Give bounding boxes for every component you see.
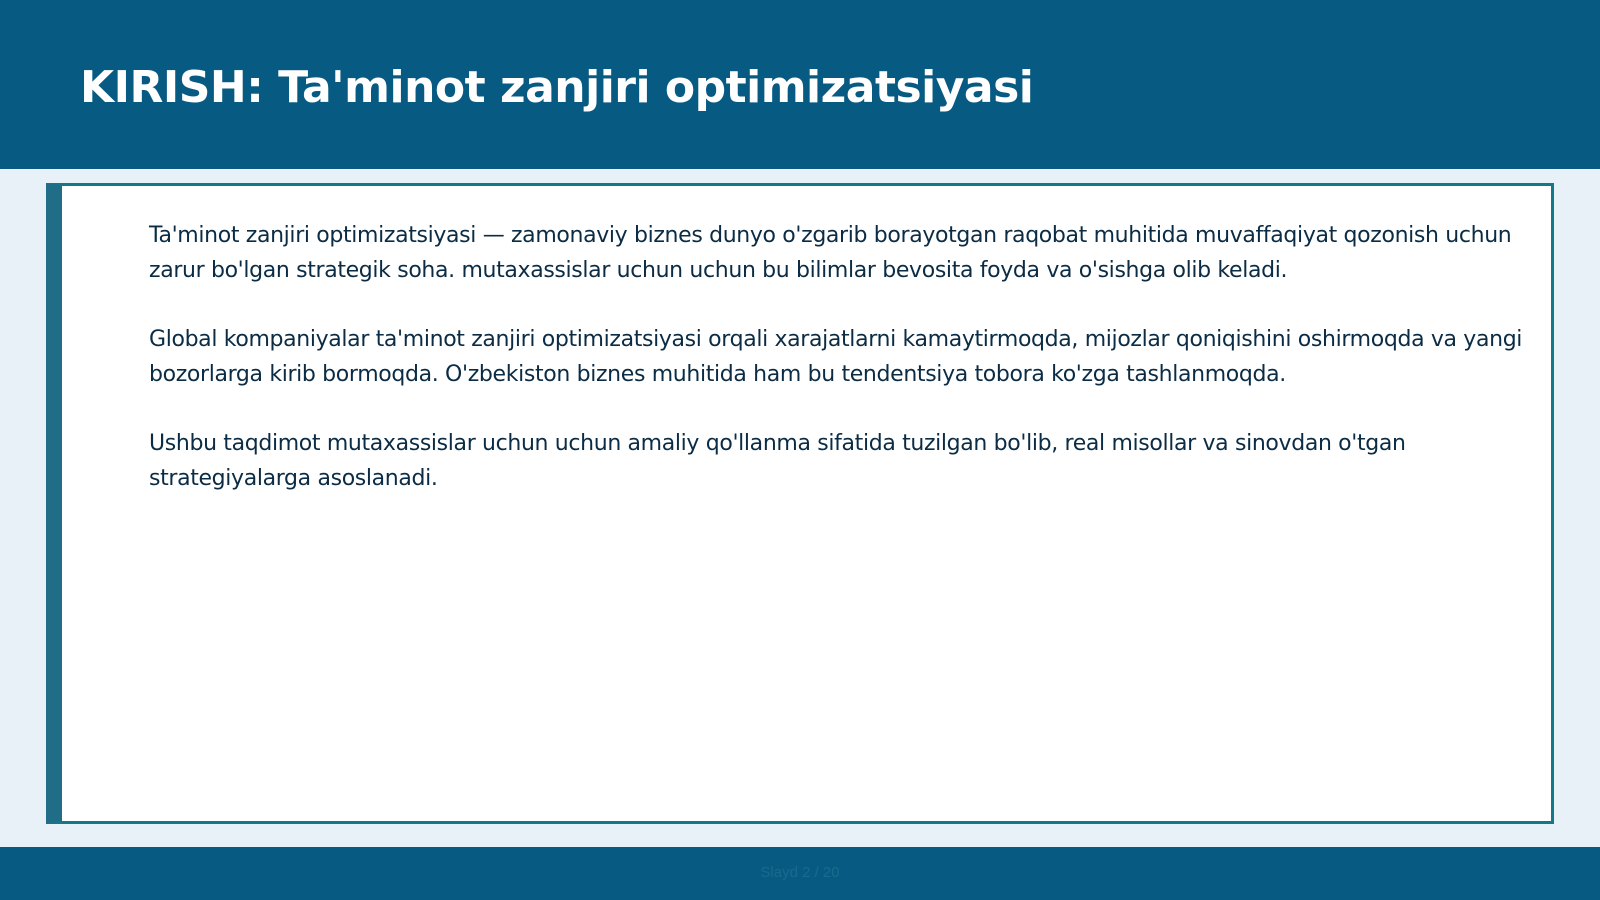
- slide-title: KIRISH: Ta'minot zanjiri optimizatsiyasi: [80, 62, 1034, 113]
- paragraph-intro: Ta'minot zanjiri optimizatsiyasi — zamonaviy biznes dunyo o'zgarib borayotgan raqobat muhitida muvaffaqiyat qozonish uchun zarur bo'lgan strategik soha. mutaxassislar uchun uchun bu bilimlar bevosita foyda va o'sishga olib keladi.: [149, 223, 1512, 283]
- body-text: [149, 218, 1559, 530]
- header-bar: [0, 0, 1600, 169]
- paragraph-purpose: Ushbu taqdimot mutaxassislar uchun uchun amaliy qo'llanma sifatida tuzilgan bo'lib, real misollar va sinovdan o'tgan strategiyalarga asoslanadi.: [149, 431, 1406, 491]
- content-panel: [46, 183, 1554, 824]
- paragraph-global: Global kompaniyalar ta'minot zanjiri optimizatsiyasi orqali xarajatlarni kamaytirmoqda, mijozlar qoniqishini oshirmoqda va yangi bozorlarga kirib bormoqda. O'zbekiston biznes muhitida ham bu tendentsiya tobora ko'zga tashlanmoqda.: [149, 327, 1523, 387]
- slide-counter: Slayd 2 / 20: [760, 864, 840, 881]
- footer-bar: [0, 847, 1600, 900]
